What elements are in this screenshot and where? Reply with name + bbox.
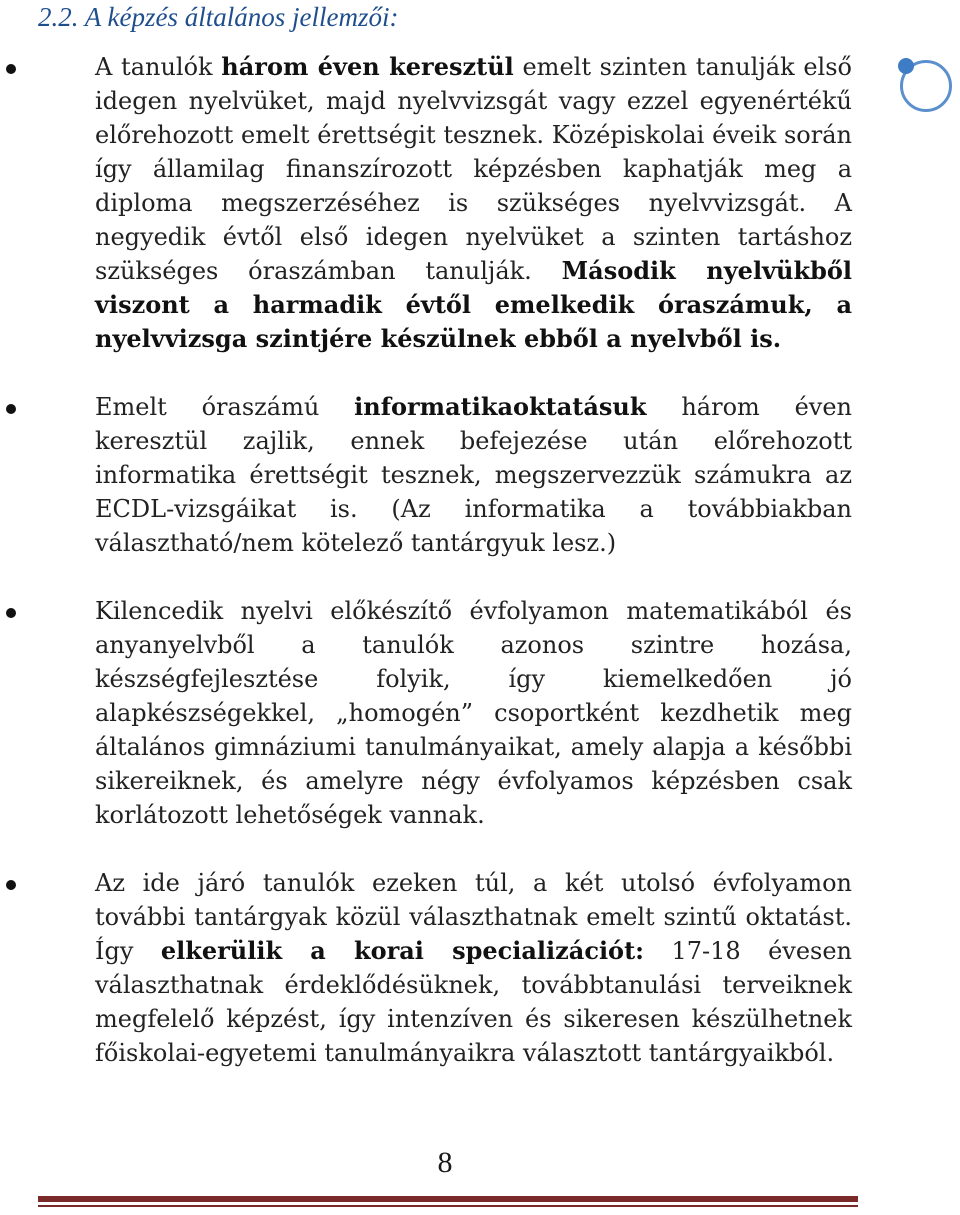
bullet-icon (6, 608, 16, 618)
list-item (0, 390, 960, 560)
text-span: Kilencedik nyelvi előkészítő évfolyamon matematikából és anyanyelvből a tanulók azonos szintre hozása, készségfejlesztése folyik, így kiemelkedően jó alapkészségekkel, „homogén” csoportként kezdhetik meg általános gimnáziumi tanulmányaikat, amely alapja a későbbi sikereiknek, és amelyre négy évfolyamos képzésben csak korlátozott lehetőségek vannak. (95, 597, 852, 829)
feature-list (0, 50, 960, 1104)
list-item-text (95, 50, 852, 356)
bold-span: informatikaoktatásuk (354, 392, 647, 421)
text-span: emelt szinten tanulják első idegen nyelvüket, majd nyelvvizsgát vagy ezzel egyenértékű előrehozott emelt érettségit tesznek. Középiskolai éveik során így államilag finanszírozott képzésben kaphatják meg a diploma megszerzéséhez is szükséges nyelvvizsgát. A negyedik évtől első idegen nyelvüket a szinten tartáshoz szükséges óraszámban tanulják. (95, 53, 852, 285)
bold-span: Második nyelvükből viszont a harmadik évtől emelkedik óraszámuk, a nyelvvizsga szintjére készülnek ebből a nyelvből is. (95, 256, 852, 353)
bullet-icon (6, 880, 16, 890)
bold-span: elkerülik a korai specializációt: (160, 936, 645, 965)
bullet-icon (6, 404, 16, 414)
text-span: 17-18 évesen választhatnak érdeklődésüknek, továbbtanulási terveiknek megfelelő képzést, így intenzíven és sikeresen készülhetnek főiskolai-egyetemi tanulmányaikra választott tantárgyaikból. (95, 937, 853, 1067)
list-item-text (95, 866, 852, 1070)
list-item (0, 866, 960, 1070)
bold-span: három éven keresztül (221, 52, 514, 81)
list-item (0, 50, 960, 356)
section-heading: 2.2. A képzés általános jellemzői: (38, 2, 399, 32)
page-number: 8 (437, 1146, 453, 1179)
text-span: A tanulók (95, 53, 222, 81)
footer-rule (38, 1196, 858, 1202)
text-span: Az ide járó tanulók ezeken túl, a két utolsó évfolyamon további tantárgyak közül választhatnak emelt szintű oktatást. Így (95, 869, 852, 965)
footer-rule-thin (38, 1205, 858, 1207)
text-span: három éven keresztül zajlik, ennek befejezése után előrehozott informatika érettségit tesznek, megszervezzük számukra az ECDL-vizsgáikat is. (Az informatika a továbbiakban választható/nem kötelező tantárgyuk lesz.) (95, 393, 852, 557)
bullet-icon (6, 64, 16, 74)
list-item-text (95, 594, 852, 832)
list-item-text (95, 390, 852, 560)
list-item (0, 594, 960, 832)
text-span: Emelt óraszámú (95, 393, 355, 421)
